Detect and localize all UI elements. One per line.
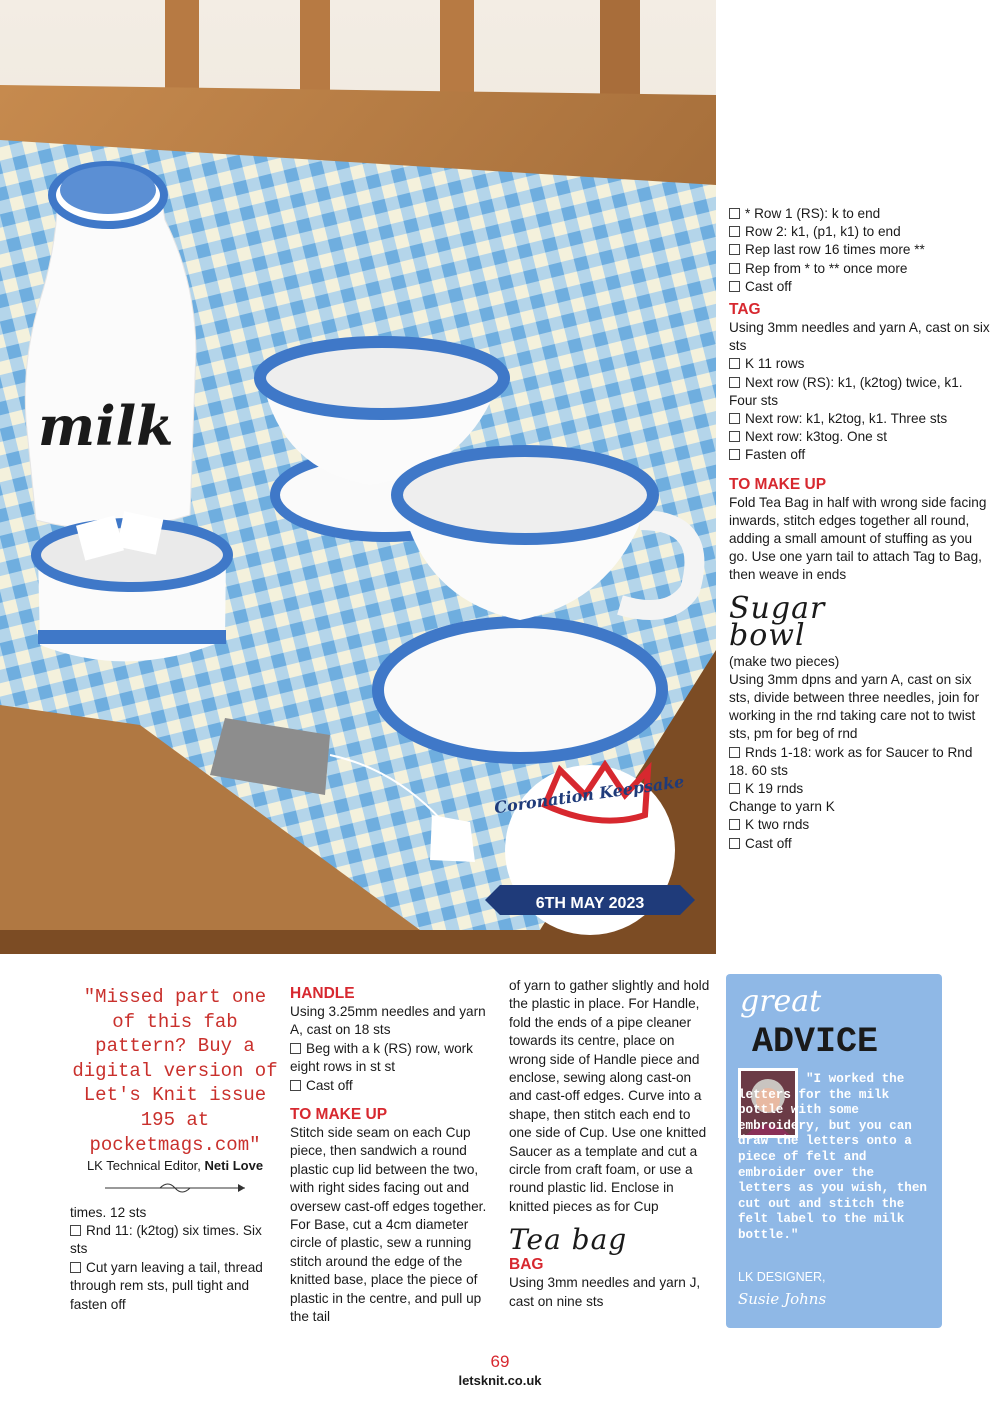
sugar-bowl-title-2: bowl — [729, 617, 806, 653]
cont-step: Rnd 11: (k2tog) six times. Six sts — [70, 1222, 262, 1257]
checkbox-icon[interactable] — [729, 263, 740, 274]
cont-text: times. 12 sts — [70, 1204, 147, 1220]
checkbox-icon[interactable] — [729, 819, 740, 830]
tag-step: Next row: k1, k2tog, k1. Three sts — [729, 410, 991, 428]
checkbox-icon[interactable] — [729, 358, 740, 369]
divider-flourish-icon — [100, 1182, 250, 1194]
product-photo — [0, 0, 716, 954]
advice-box — [726, 974, 942, 1328]
checkbox-icon[interactable] — [729, 281, 740, 292]
sugar-step: K 19 rnds — [729, 780, 991, 798]
page-number: 69 — [490, 1352, 510, 1371]
sugar-step: Cast off — [729, 835, 991, 853]
checkbox-icon[interactable] — [290, 1080, 301, 1091]
cup-text: of yarn to gather slightly and hold the plastic in place. For Handle, fold the ends of a pipe cleaner towards its centre, place on wrong side of Handle piece and enclose, sewing along cast-on and cast-off edges. Curve into a shape, then stitch each end to one side of Cup. Use one knitted Saucer as a template and cut a circle from craft foam, or use a round plastic lid. Enclose in knitted pieces as for Cup — [509, 978, 710, 1214]
sugar-intro: Using 3mm dpns and yarn A, cast on six sts, divide between three needles, join for working in the rnd taking care not to twist sts, pm for beg of rnd — [729, 671, 980, 742]
handle-intro: Using 3.25mm needles and yarn A, cast on 18 sts — [290, 1004, 486, 1038]
checkbox-icon[interactable] — [729, 838, 740, 849]
advice-great: great — [740, 984, 822, 1019]
badge-date: 6TH MAY 2023 — [535, 895, 645, 912]
sugar-step: Rnds 1-18: work as for Saucer to Rnd 18. 60 sts — [729, 744, 973, 778]
right-column — [729, 205, 991, 853]
tag-step: K 11 rows — [729, 355, 991, 373]
row-step: Rep last row 16 times more ** — [729, 241, 991, 259]
row-step: Rep from * to ** once more — [729, 260, 991, 278]
row-step: * Row 1 (RS): k to end — [729, 205, 991, 223]
checkbox-icon[interactable] — [729, 747, 740, 758]
checkbox-icon[interactable] — [729, 208, 740, 219]
handle-heading: HANDLE — [290, 985, 355, 1002]
checkbox-icon[interactable] — [729, 431, 740, 442]
row-step: Cast off — [729, 278, 991, 296]
tag-intro: Using 3mm needles and yarn A, cast on six sts — [729, 320, 990, 354]
checkbox-icon[interactable] — [729, 449, 740, 460]
checkbox-icon[interactable] — [729, 783, 740, 794]
checkbox-icon[interactable] — [290, 1043, 301, 1054]
make-up-heading: TO MAKE UP — [729, 475, 827, 493]
website-link[interactable]: letsknit.co.uk — [458, 1373, 542, 1388]
sugar-step: K two rnds — [729, 816, 991, 834]
checkbox-icon[interactable] — [70, 1262, 81, 1273]
checkbox-icon[interactable] — [70, 1225, 81, 1236]
designer-name: Susie Johns — [738, 1290, 827, 1308]
handle-step: Cast off — [290, 1077, 495, 1095]
checkbox-icon[interactable] — [729, 413, 740, 424]
checkbox-icon[interactable] — [729, 244, 740, 255]
sugar-bowl-title-1: Sugar — [729, 590, 826, 626]
make-up-heading-2: TO MAKE UP — [290, 1106, 388, 1124]
quote-column — [70, 985, 280, 1314]
tea-bag-title: Tea bag — [509, 1223, 628, 1257]
tag-heading: TAG — [729, 301, 761, 319]
advice-heading: ADVICE — [752, 1022, 879, 1062]
tag-step: Next row: k3tog. One st — [729, 428, 991, 446]
make-up-text-2: Stitch side seam on each Cup piece, then sandwich a round plastic cup lid between the two, with right sides facing out and oversew cast-off edges together. For Base, cut a 4cm diameter circle of plastic, sew a running stitch around the edge of the knitted base, place the piece of plastic in the centre, and pull up the tail — [290, 1125, 487, 1325]
quote-credit: LK Technical Editor, Neti Love — [86, 1158, 264, 1174]
handle-column — [290, 984, 495, 1327]
sugar-change: Change to yarn K — [729, 799, 835, 815]
tag-step: Next row (RS): k1, (k2tog) twice, k1. Four sts — [729, 374, 963, 408]
milk-label: milk — [38, 394, 174, 458]
checkbox-icon[interactable] — [729, 226, 740, 237]
handle-step: Beg with a k (RS) row, work eight rows in st st — [290, 1040, 473, 1075]
advice-quote: "I worked the letters for the milk bottle with some embroidery, but you can draw the letters onto a piece of felt and embroider over the letters as you wish, then cut out and stitch the felt label to the milk bottle." — [738, 1072, 927, 1242]
sugar-bowl-illustration — [36, 511, 228, 661]
cont-step: Cut yarn leaving a tail, thread through rem sts, pull tight and fasten off — [70, 1259, 263, 1312]
badge-title: Coronation Keepsake — [493, 771, 686, 818]
sugar-note: (make two pieces) — [729, 653, 840, 669]
pull-quote: "Missed part one of this fab pattern? Buy a digital version of Let's Knit issue 195 at pocketmags.com" — [72, 986, 278, 1156]
bag-heading: BAG — [509, 1256, 544, 1274]
row-step: Row 2: k1, (p1, k1) to end — [729, 223, 991, 241]
checkbox-icon[interactable] — [729, 377, 740, 388]
instructions-column — [509, 977, 714, 1311]
tag-step: Fasten off — [729, 446, 991, 464]
make-up-text: Fold Tea Bag in half with wrong side facing inwards, stitch edges together all round, adding a small amount of stuffing as you go. Use one yarn tail to attach Tag to Bag, then weave in ends — [729, 494, 987, 583]
designer-label: LK DESIGNER, — [738, 1270, 826, 1284]
bag-text: Using 3mm needles and yarn J, cast on nine sts — [509, 1275, 701, 1309]
